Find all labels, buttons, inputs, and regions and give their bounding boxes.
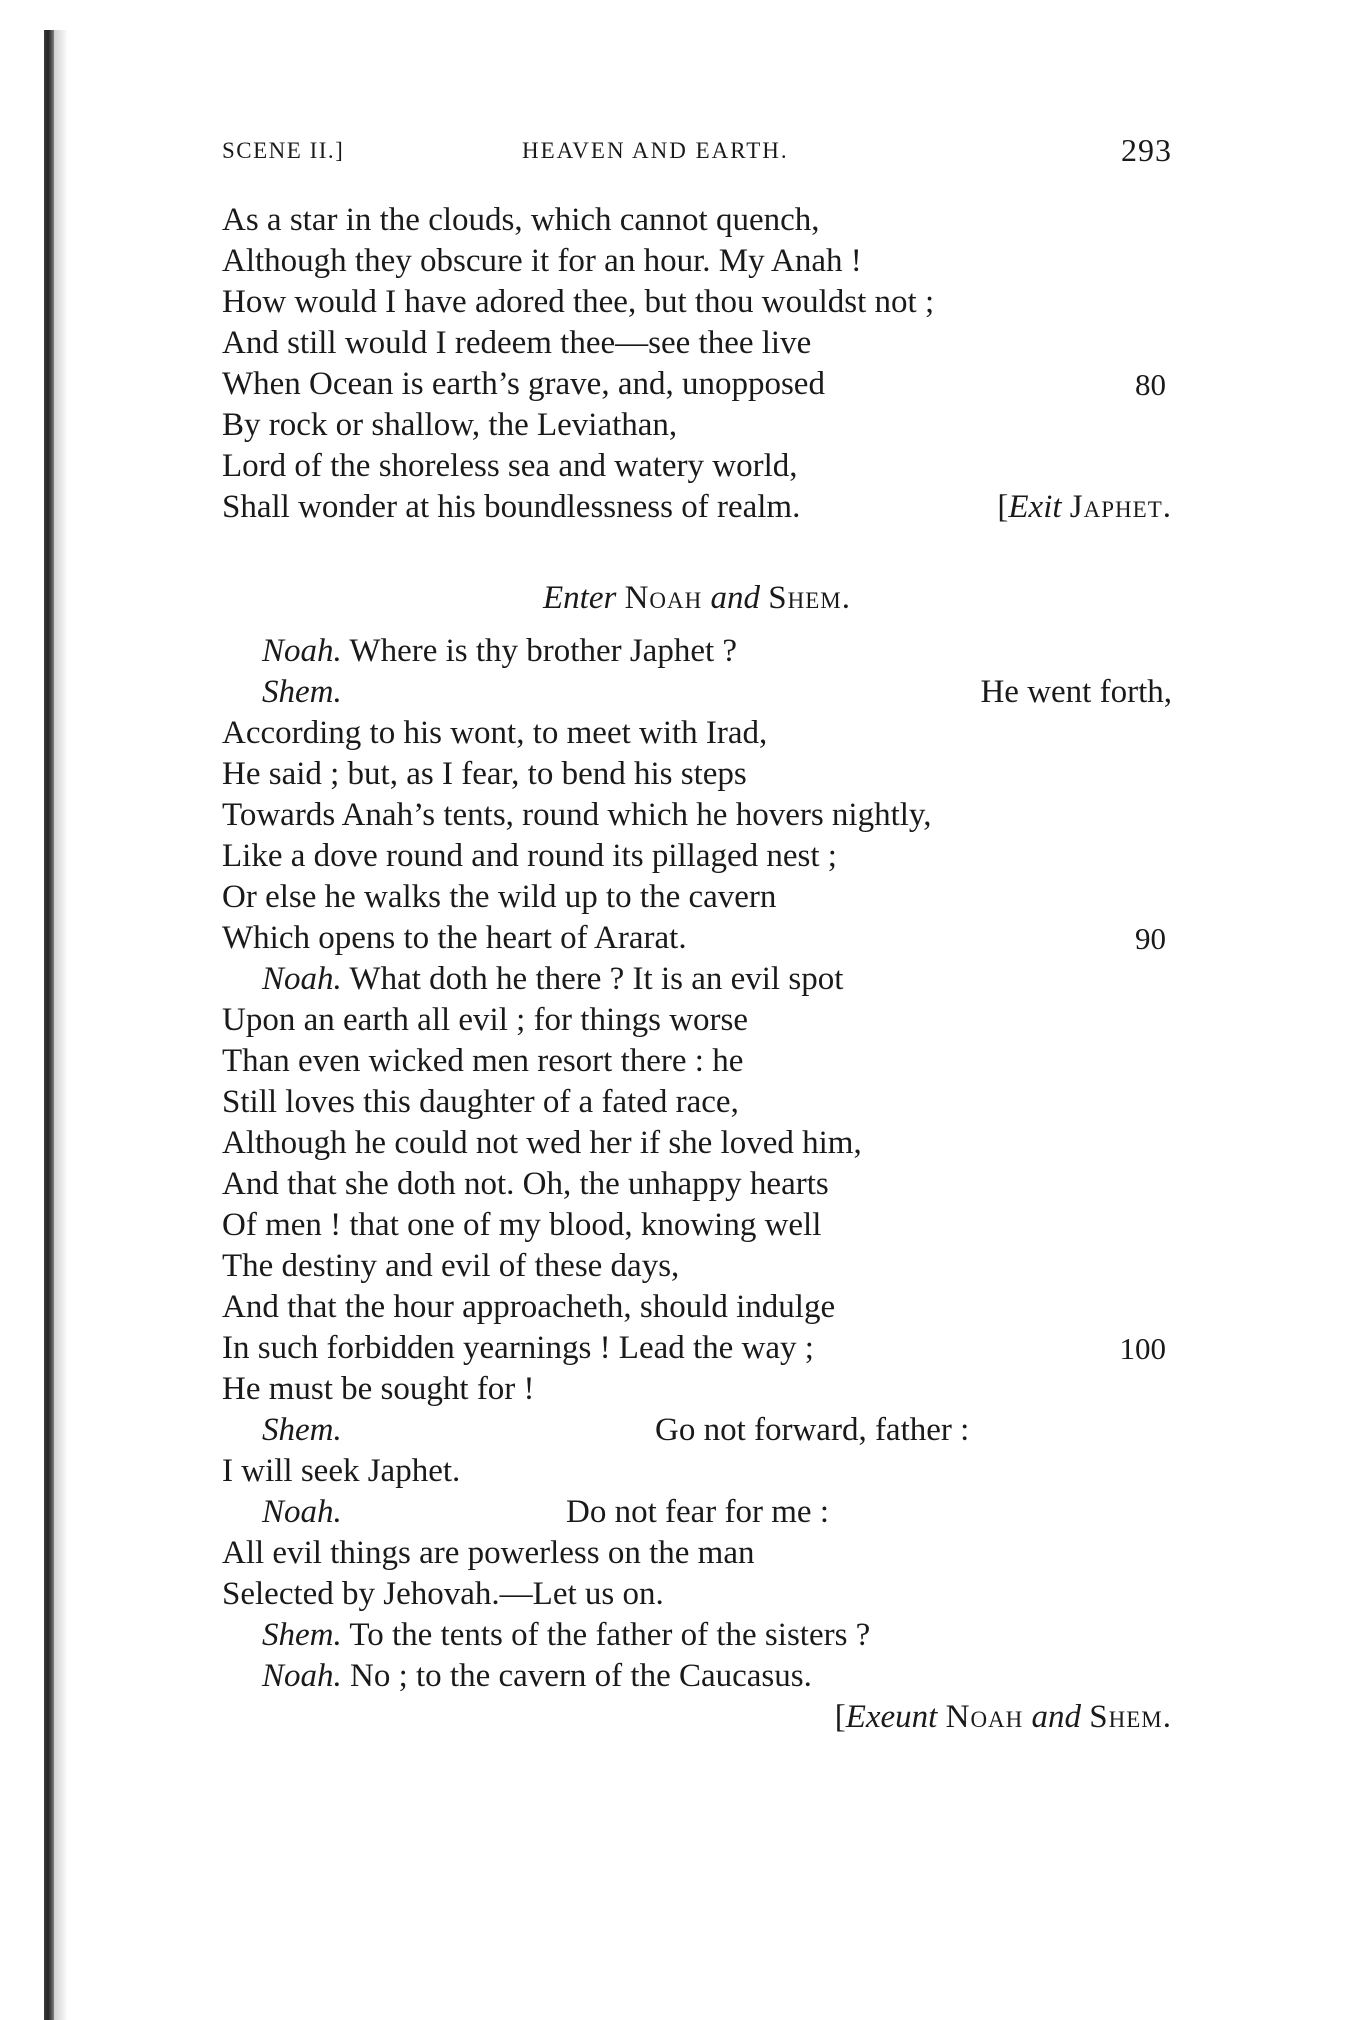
character-name: Shem. bbox=[768, 580, 851, 616]
stage-direction bbox=[835, 1697, 1172, 1738]
running-header bbox=[222, 132, 1172, 172]
verse-line: Or else he walks the wild up to the cavern bbox=[222, 879, 777, 915]
verse-line bbox=[222, 918, 1172, 959]
verse-line bbox=[222, 672, 1172, 713]
verse-line bbox=[222, 1492, 1172, 1533]
verse-text-span: What doth he there ? It is an evil spot bbox=[349, 961, 844, 997]
verse-line: And that she doth not. Oh, the unhappy hearts bbox=[222, 1166, 829, 1202]
verse-line: I will seek Japhet. bbox=[222, 1453, 461, 1489]
verse-line: By rock or shallow, the Leviathan, bbox=[222, 407, 678, 443]
verse-text-span: He went forth, bbox=[980, 674, 1172, 710]
running-title: HEAVEN AND EARTH. bbox=[522, 138, 789, 163]
verse-text-span: Go not forward, father : bbox=[655, 1412, 970, 1448]
stage-word: Exeunt bbox=[845, 1699, 938, 1735]
stage-direction-entry bbox=[222, 578, 1172, 619]
speaker-name: Noah. bbox=[262, 1494, 342, 1530]
verse-line bbox=[222, 1656, 1172, 1697]
bracket: [ bbox=[834, 1699, 846, 1735]
verse-line bbox=[222, 959, 1172, 1000]
scene-label: SCENE II.] bbox=[222, 138, 345, 163]
speaker-name: Shem. bbox=[262, 674, 342, 710]
verse-line bbox=[222, 631, 1172, 672]
verse-line: The destiny and evil of these days, bbox=[222, 1248, 680, 1284]
verse-line bbox=[222, 1328, 1172, 1369]
verse-line: How would I have adored thee, but thou wouldst not ; bbox=[222, 284, 935, 320]
verse-text-span: To the tents of the father of the sisters ? bbox=[349, 1617, 871, 1653]
verse-line: And still would I redeem thee—see thee live bbox=[222, 325, 812, 361]
verse-line: And that the hour approacheth, should indulge bbox=[222, 1289, 836, 1325]
verse-text-span: Which opens to the heart of Ararat. bbox=[222, 920, 687, 956]
stage-direction bbox=[997, 487, 1172, 528]
verse-text-span: When Ocean is earth’s grave, and, unopposed bbox=[222, 366, 825, 402]
speaker-name: Noah. bbox=[262, 961, 342, 997]
verse-line: Still loves this daughter of a fated race, bbox=[222, 1084, 739, 1120]
character-name: Noah bbox=[945, 1699, 1024, 1735]
page-number: 293 bbox=[1121, 132, 1172, 168]
speaker-name: Shem. bbox=[262, 1617, 342, 1653]
gutter-shadow bbox=[54, 30, 68, 2020]
verse-line bbox=[222, 364, 1172, 405]
verse-line: Although they obscure it for an hour. My Anah ! bbox=[222, 243, 862, 279]
character-name: Shem. bbox=[1089, 1699, 1172, 1735]
verse-line: Although he could not wed her if she loved him, bbox=[222, 1125, 862, 1161]
line-number: 90 bbox=[1135, 921, 1166, 956]
speaker-name: Noah. bbox=[262, 1658, 342, 1694]
verse-text-span: In such forbidden yearnings ! Lead the way ; bbox=[222, 1330, 814, 1366]
verse-line: All evil things are powerless on the man bbox=[222, 1535, 755, 1571]
stage-word: and bbox=[710, 580, 761, 616]
stage-word: Enter bbox=[543, 580, 617, 616]
stage-word: Exit bbox=[1008, 489, 1062, 525]
verse-line bbox=[222, 1615, 1172, 1656]
verse-text bbox=[222, 200, 1172, 1738]
speaker-name: Shem. bbox=[262, 1412, 342, 1448]
verse-line: As a star in the clouds, which cannot quench, bbox=[222, 202, 820, 238]
binding-gutter bbox=[44, 30, 54, 2020]
verse-line: Lord of the shoreless sea and watery world, bbox=[222, 448, 798, 484]
character-name: Japhet. bbox=[1069, 489, 1172, 525]
line-number: 100 bbox=[1119, 1331, 1166, 1366]
verse-line: He must be sought for ! bbox=[222, 1371, 535, 1407]
verse-line: Towards Anah’s tents, round which he hovers nightly, bbox=[222, 797, 932, 833]
verse-line: Than even wicked men resort there : he bbox=[222, 1043, 744, 1079]
stage-word: and bbox=[1031, 1699, 1082, 1735]
verse-line: Of men ! that one of my blood, knowing well bbox=[222, 1207, 822, 1243]
verse-line bbox=[222, 1410, 1172, 1451]
verse-line: Selected by Jehovah.—Let us on. bbox=[222, 1576, 664, 1612]
verse-line: He said ; but, as I fear, to bend his steps bbox=[222, 756, 747, 792]
verse-line: Like a dove round and round its pillaged nest ; bbox=[222, 838, 837, 874]
bracket: [ bbox=[997, 489, 1009, 525]
verse-line: Upon an earth all evil ; for things worse bbox=[222, 1002, 749, 1038]
character-name: Noah bbox=[624, 580, 703, 616]
verse-text-span: Do not fear for me : bbox=[566, 1494, 829, 1530]
verse-text-span: Shall wonder at his boundlessness of realm. bbox=[222, 489, 801, 525]
speaker-name: Noah. bbox=[262, 633, 342, 669]
stage-direction-exit bbox=[222, 1697, 1172, 1738]
verse-line bbox=[222, 487, 1172, 528]
verse-line: According to his wont, to meet with Irad, bbox=[222, 715, 768, 751]
line-number: 80 bbox=[1135, 367, 1166, 402]
verse-text-span: No ; to the cavern of the Caucasus. bbox=[350, 1658, 812, 1694]
verse-text-span: Where is thy brother Japhet ? bbox=[349, 633, 738, 669]
